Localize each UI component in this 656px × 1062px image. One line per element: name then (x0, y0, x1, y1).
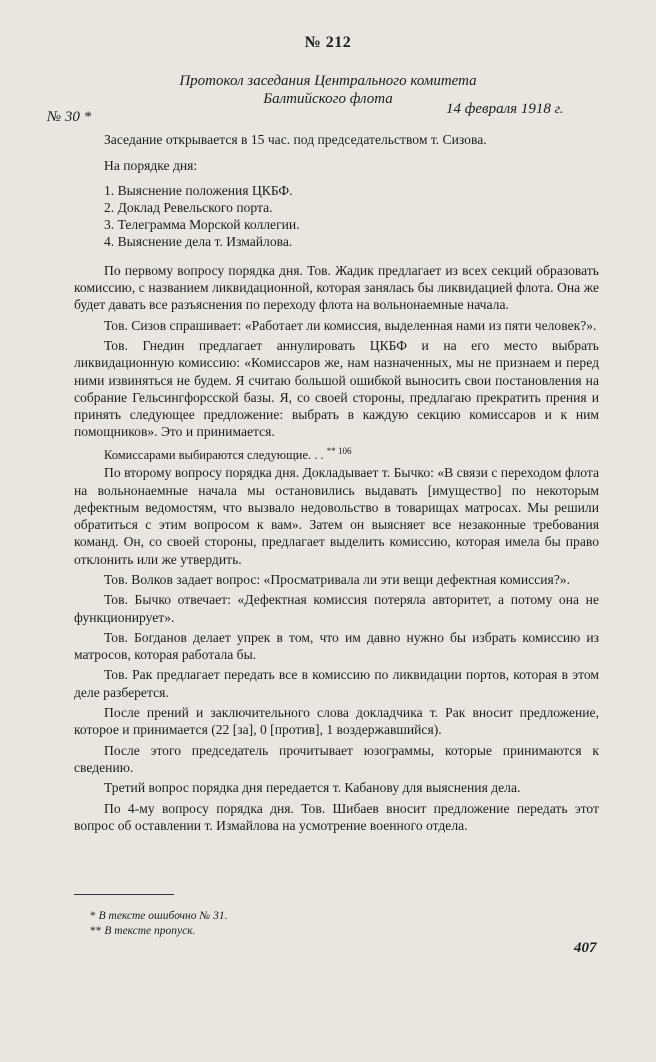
footnote (90, 925, 195, 937)
document-title-line1: Протокол заседания Центрального комитета (179, 73, 477, 89)
protocol-date-unit: г. (554, 102, 564, 117)
opening-line: Заседание открывается в 15 час. под председательством т. Сизова. (104, 132, 487, 147)
paragraph: Третий вопрос порядка дня передается т. Кабанову для выяснения дела. (104, 780, 521, 796)
page-number: 407 (574, 940, 597, 956)
paragraph: Тов. Гнедин предлагает аннулировать ЦКБФ и на его место выбрать ликвидационную комиссию: «Комиссаров же, нам назначенных, мы не признаем и перед ними извиняться не будем. Я считаю большой ошибкой выносить свои постановления на собрание Гельсингфорсской базы. Я, со своей стороны, предлагаю прекратить прения и принять следующее предложение: выбрать в каждую секцию комиссаров и к ним помощников». Это и принимается. (74, 337, 599, 440)
protocol-number: № 30 * (47, 109, 92, 125)
agenda-item: 2. Доклад Ревельского порта. (104, 199, 273, 215)
commissars-note-mark: ** 106 (326, 445, 352, 456)
footnote-text: В тексте ошибочно № 31. (98, 910, 228, 922)
document-title-line2: Балтийского флота (263, 91, 393, 107)
agenda-item: 1. Выяснение положения ЦКБФ. (104, 182, 293, 198)
paragraph: Тов. Бычко отвечает: «Дефектная комиссия потеряла авторитет, а потому она не функционирует». (74, 592, 599, 625)
protocol-date-main: 14 февраля 1918 (446, 101, 551, 117)
footnote-divider (74, 894, 174, 895)
paragraph: Тов. Рак предлагает передать все в комиссию по ликвидации портов, которая в этом деле разберется. (74, 667, 599, 700)
footnote-mark: ** (90, 925, 102, 937)
paragraph: Тов. Богданов делает упрек в том, что им давно нужно бы избрать комиссию из матросов, которая работала бы. (74, 629, 599, 663)
footnote-text: В тексте пропуск. (104, 925, 196, 937)
paragraph: После прений и заключительного слова докладчика т. Рак вносит предложение, которое и принимается (22 [за], 0 [против], 1 воздержавшийся). (74, 705, 599, 738)
commissars-note (74, 443, 599, 464)
paragraph: Тов. Волков задает вопрос: «Просматривала ли эти вещи дефектная комиссия?». (104, 571, 570, 587)
agenda-item: 3. Телеграмма Морской коллегии. (104, 217, 300, 233)
footnote-mark: * (90, 910, 96, 922)
paragraph: Тов. Сизов спрашивает: «Работает ли комиссия, выделенная нами из пяти человек?». (104, 317, 597, 333)
agenda-item: 4. Выяснение дела т. Измайлова. (104, 234, 293, 250)
document-body (74, 131, 599, 834)
document-number: № 212 (304, 34, 352, 51)
agenda-heading: На порядке дня: (104, 158, 198, 174)
paragraph: По первому вопросу порядка дня. Тов. Жадик предлагает из всех секций образовать комиссию, с названием ликвидационной, которая занялась бы ликвидацией флота. Она же будет давать все разъяснения по переходу флота на вольнонаемные начала. (74, 262, 599, 313)
paragraph: По второму вопросу порядка дня. Докладывает т. Бычко: «В связи с переходом флота на вольнонаемные начала мы остановились выдавать [имущество] по некоторым дефектным ведомостям, что вызвало недовольство в товарищах матросах. Мы решили обратиться с этим вопросом к вам». Затем он выясняет все незаконные требования команд. Он, со своей стороны, предлагает выделить комиссию, которая имела бы право отклонить или же утвердить. (74, 465, 599, 567)
footnote (90, 910, 227, 922)
paragraph: После этого председатель прочитывает юзограммы, которые принимаются к сведению. (74, 742, 599, 775)
commissars-note-text: Комиссарами выбираются следующие. . . (104, 447, 324, 462)
paragraph: По 4-му вопросу порядка дня. Тов. Шибаев вносит предложение передать этот вопрос об оставлении т. Измайлова на усмотрение военного отдела. (74, 800, 599, 833)
protocol-date (446, 101, 563, 118)
